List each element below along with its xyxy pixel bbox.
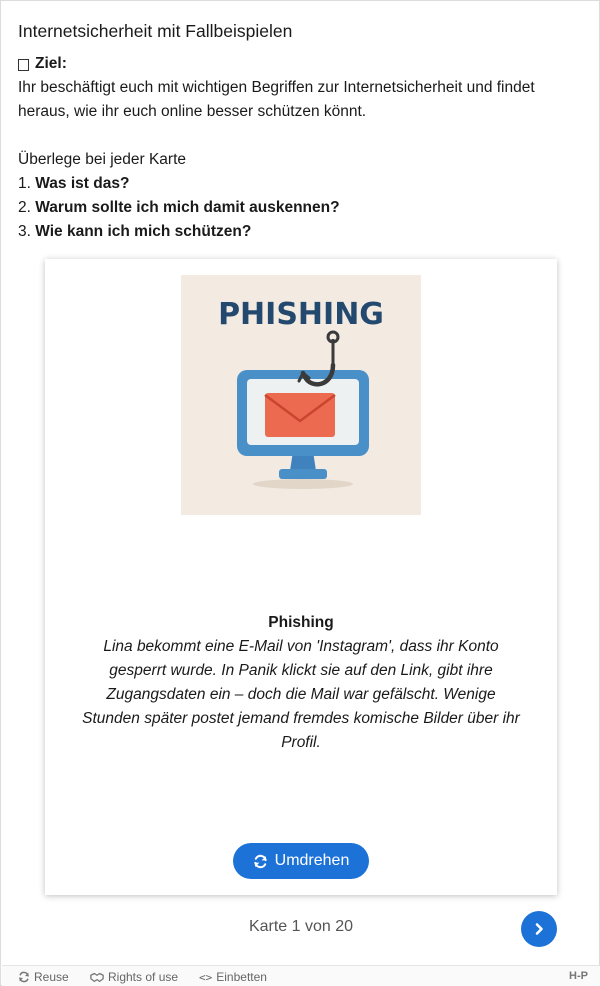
rights-label: Rights of use (108, 970, 179, 984)
embed-link[interactable] (199, 970, 267, 984)
h5p-logo: H-P (569, 970, 588, 982)
question-number: 2. (18, 199, 31, 216)
envelope-icon (265, 393, 335, 437)
monitor-base (279, 469, 327, 479)
checkbox-glyph-icon (18, 59, 29, 71)
illustration-title: PHISHING (218, 297, 384, 332)
footer-bar (2, 965, 600, 986)
question-item (18, 220, 584, 244)
question-text: Wie kann ich mich schützen? (35, 223, 252, 240)
phishing-illustration (181, 275, 421, 515)
phishing-illustration-svg (181, 275, 421, 515)
next-card-button[interactable] (521, 911, 557, 947)
reuse-icon (18, 971, 30, 983)
question-number: 1. (18, 175, 31, 192)
question-text: Was ist das? (35, 175, 130, 192)
question-item (18, 172, 584, 196)
refresh-icon (253, 854, 268, 869)
card-text (81, 611, 521, 755)
code-icon: <> (199, 970, 213, 984)
question-text: Warum sollte ich mich damit auskennen? (35, 199, 340, 216)
goal-label: Ziel: (35, 55, 67, 72)
rights-of-use-link[interactable] (90, 970, 178, 984)
hook-eye (328, 332, 338, 342)
flip-button[interactable] (233, 843, 369, 879)
goal-line (18, 52, 584, 76)
task-intro (18, 52, 584, 244)
card-term: Phishing (268, 614, 334, 631)
spacer (18, 124, 584, 148)
card-story: Lina bekommt eine E-Mail von 'Instagram', dass ihr Konto gesperrt wurde. In Panik klickt sie auf den Link, gibt ihre Zugangsdaten ein – doch die Mail war gefälscht. Wenige Stunden später postet jemand fremdes komische Bilder über ihr Profil. (82, 638, 520, 751)
question-number: 3. (18, 223, 31, 240)
flashcard (45, 259, 557, 895)
prompt-text: Überlege bei jeder Karte (18, 151, 187, 168)
card-progress: Karte 1 von 20 (248, 918, 354, 935)
reuse-link[interactable] (18, 970, 69, 984)
embed-label: Einbetten (216, 970, 267, 984)
monitor-shadow (253, 479, 353, 489)
question-item (18, 196, 584, 220)
handshake-icon (90, 971, 104, 983)
reuse-label: Reuse (34, 970, 69, 984)
flip-button-label: Umdrehen (274, 852, 350, 869)
chevron-right-icon (532, 922, 546, 936)
task-title: Internetsicherheit mit Fallbeispielen (18, 21, 293, 41)
goal-text: Ihr beschäftigt euch mit wichtigen Begriffen zur Internetsicherheit und findet heraus, wie ihr euch online besser schützen könnt. (18, 79, 535, 120)
